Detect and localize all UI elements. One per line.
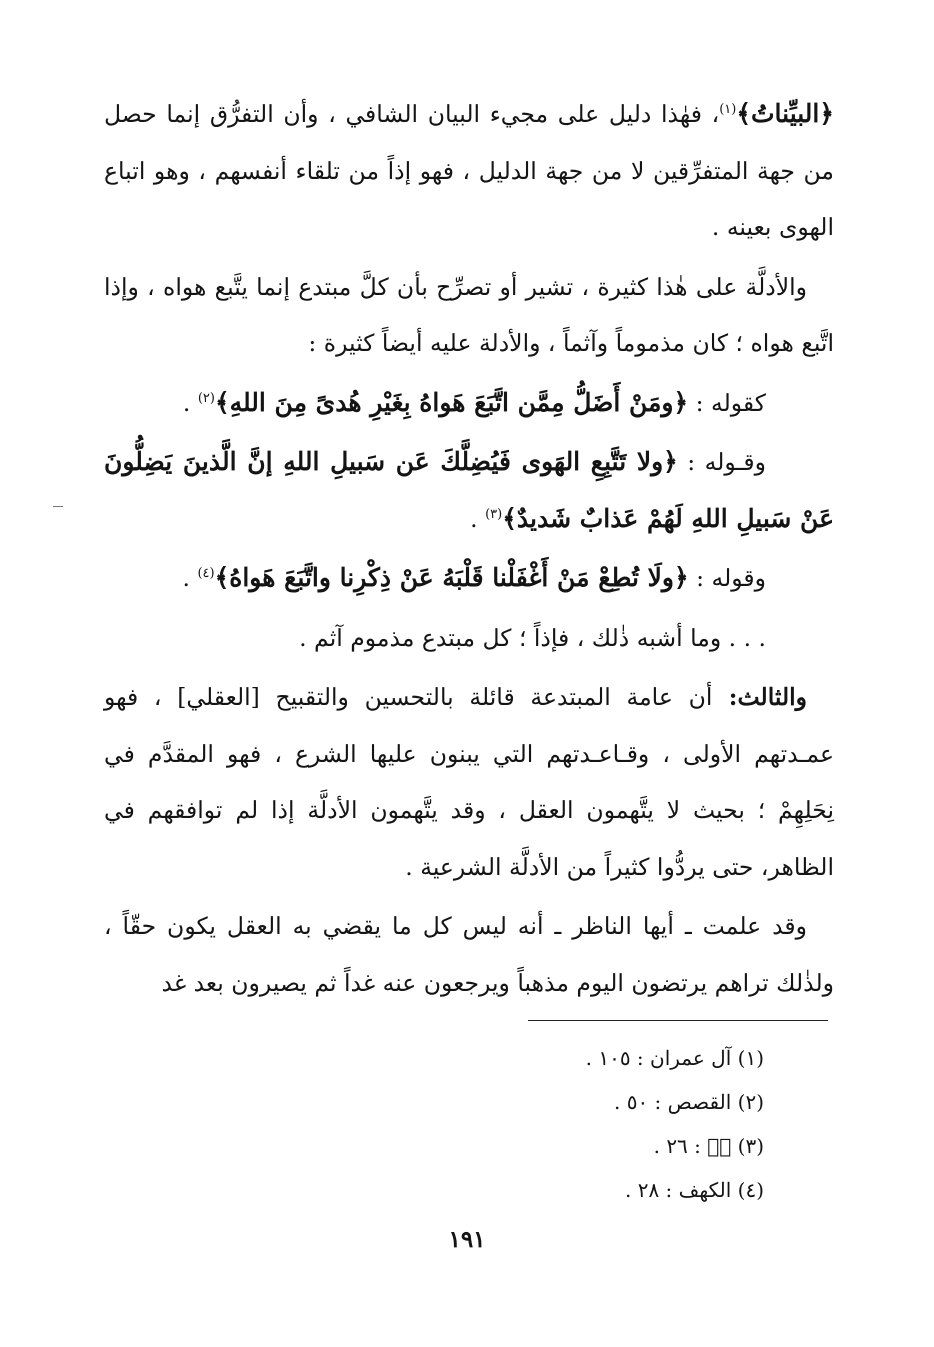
text-run: . (470, 504, 486, 533)
paragraph-8 (104, 898, 834, 1011)
footnote-ref: (٢) (197, 390, 215, 406)
quran-quote: ﴿ومَنْ أَضَلُّ مِمَّن اتَّبَعَ هَواهُ بِغَيْرِ هُدىً مِنَ اللهِ﴾ (214, 387, 689, 417)
footnote-number: (٢) (737, 1090, 764, 1114)
quran-quote: ﴿ولا تَتَّبِعِ الهَوى فَيُضِلَّكَ عَن سَبيلِ اللهِ إنَّ الَّذينَ يَضِلُّونَ عَنْ سَبيلِ اللهِ لَهُمْ عَذابٌ شَديدٌ﴾ (104, 447, 834, 533)
text-run: . (182, 388, 198, 417)
paragraph-1 (104, 86, 834, 256)
section-lead: والثالث: (712, 683, 807, 711)
text-run: وقـوله : (677, 448, 766, 476)
paragraph-2 (104, 259, 834, 372)
footnotes (104, 1036, 764, 1212)
footnote-ref: (٣) (485, 506, 503, 522)
text-run: والأدلَّة على هٰذا كثيرة ، تشير أو تصرِّح بأن كلَّ مبتدع إنما يتَّبع هواه ، وإذا اتَّبع هواه ؛ كان مذموماً وآثماً ، والأدلة عليه أيضاً كثيرة : (104, 272, 834, 357)
footnote-2 (104, 1080, 764, 1124)
paragraph-3 (104, 375, 834, 432)
footnote-4 (104, 1168, 764, 1212)
text-run: وقوله : (688, 564, 766, 592)
text-run: . . . وما أشبه ذٰلك ، فإذاً ؛ كل مبتدع مذموم آثم . (299, 623, 766, 652)
paragraph-4 (104, 434, 834, 547)
paragraph-6 (104, 610, 834, 667)
page-number: ١٩١ (448, 1226, 486, 1253)
footnote-number: (٤) (737, 1178, 764, 1202)
text-run: وقد علمت ـ أيها الناظر ـ أنه ليس كل ما يقضي به العقل يكون حقّاً ، ولذٰلك تراهم يرتضون اليوم مذهباً ويرجعون عنه غداً ثم يصيرون بعد غد (104, 912, 834, 997)
footnote-text: القصص : ٥٠ . (613, 1090, 732, 1114)
footnote-1 (104, 1036, 764, 1080)
quran-quote: ﴿البيِّناتُ﴾ (736, 99, 834, 128)
text-run: ، فهٰذا دليل على مجيء البيان الشافي ، وأن التفرُّق إنما حصل من جهة المتفرِّقين لا من جهة الدليل ، فهو إذاً من تلقاء أنفسهم ، وهو اتباع الهوى بعينه . (104, 100, 834, 241)
paragraph-5 (104, 550, 834, 607)
footnote-divider (528, 1020, 828, 1021)
footnote-text: آل عمران : ١٠٥ . (585, 1046, 732, 1070)
footnote-number: (١) (737, 1046, 764, 1070)
footnote-number: (٣) (737, 1134, 764, 1158)
main-text (104, 86, 834, 1011)
footnote-ref: (١) (719, 102, 737, 118)
footnote-text: الكهف : ٢٨ . (624, 1178, 732, 1202)
footnote-ref: (٤) (197, 566, 215, 582)
footnote-text: صۤ : ٢٦ . (653, 1134, 732, 1158)
paragraph-7 (104, 669, 834, 895)
text-run: كقوله : (688, 388, 766, 417)
quran-quote: ﴿ولَا تُطِعْ مَنْ أَغْفَلْنا قَلْبَهُ عَنْ ذِكْرِنا واتَّبَعَ هَواهُ﴾ (214, 563, 689, 592)
margin-mark (53, 506, 63, 507)
text-run: . (182, 564, 198, 592)
text-run: أن عامة المبتدعة قائلة بالتحسين والتقبيح [العقلي] ، فهو عمـدتهم الأولى ، وقـاعـدتهم التي يبنون عليها الشرع ، فهو المقدَّم في نِحَلِهِمْ ؛ بحيث لا يتَّهمون العقل ، وقد يتَّهمون الأدلَّة إذا لم توافقهم في الظاهر، حتى يردُّوا كثيراً من الأدلَّة الشرعية . (104, 683, 834, 881)
footnote-3 (104, 1124, 764, 1168)
